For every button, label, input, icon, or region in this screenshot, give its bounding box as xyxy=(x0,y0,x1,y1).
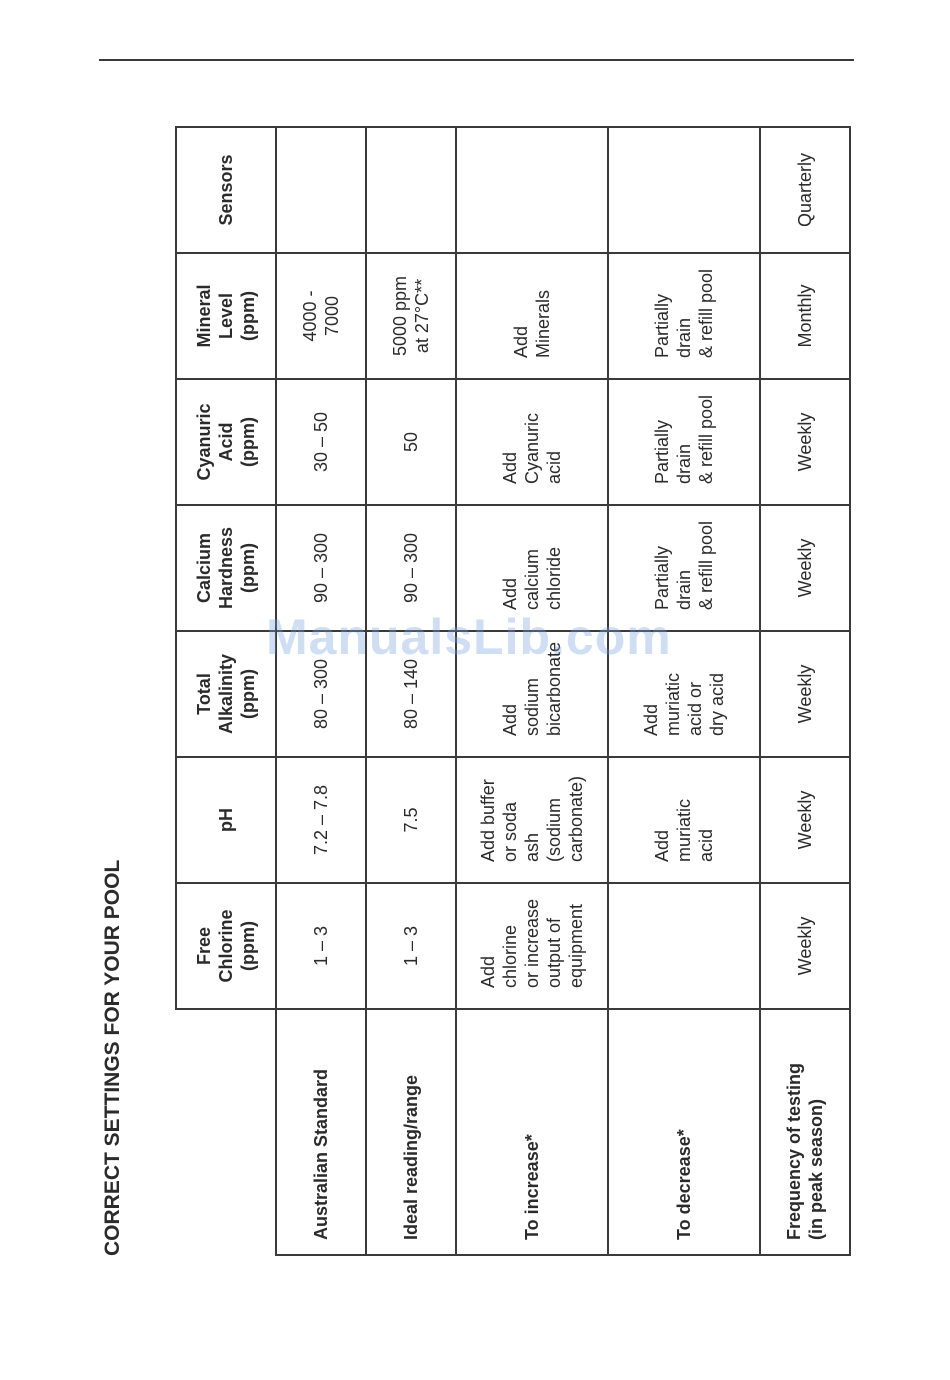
table-cell xyxy=(608,127,760,253)
table-cell: 7.5 xyxy=(366,757,456,883)
table-cell: Add Cyanuric acid xyxy=(456,379,608,505)
table-cell: 5000 ppm at 27°C** xyxy=(366,253,456,379)
table-cell xyxy=(608,883,760,1009)
table-cell: Add sodium bicarbonate xyxy=(456,631,608,757)
table-cell: Add muriatic acid xyxy=(608,757,760,883)
table-cell: 7.2 – 7.8 xyxy=(276,757,366,883)
table-cell xyxy=(456,127,608,253)
table-cell: 90 – 300 xyxy=(366,505,456,631)
watermark: ManualsLib.com xyxy=(266,609,672,665)
col-header-calcium-hardness: Calcium Hardness (ppm) xyxy=(176,505,276,631)
table-cell: 30 – 50 xyxy=(276,379,366,505)
table-cell: 80 – 300 xyxy=(276,631,366,757)
table-cell xyxy=(276,127,366,253)
table-cell: Add buffer or soda ash (sodium carbonate) xyxy=(456,757,608,883)
settings-table xyxy=(175,126,851,1256)
row-label: Ideal reading/range xyxy=(366,1009,456,1255)
table-cell: Partially drain & refill pool xyxy=(608,379,760,505)
col-header-mineral-level: Mineral Level (ppm) xyxy=(176,253,276,379)
table-row xyxy=(760,127,850,1255)
table-cell: Add muriatic acid or dry acid xyxy=(608,631,760,757)
header-row xyxy=(176,127,276,1255)
table-cell: Weekly xyxy=(760,883,850,1009)
table-cell: Add chlorine or increase output of equipment xyxy=(456,883,608,1009)
table-cell: 90 – 300 xyxy=(276,505,366,631)
table-cell: Quarterly xyxy=(760,127,850,253)
table-cell: 80 – 140 xyxy=(366,631,456,757)
row-label: To decrease* xyxy=(608,1009,760,1255)
table-cell: 1 – 3 xyxy=(366,883,456,1009)
row-label: Frequency of testing (in peak season) xyxy=(760,1009,850,1255)
table-cell: Partially drain & refill pool xyxy=(608,505,760,631)
col-header-cyanuric-acid: Cyanuric Acid (ppm) xyxy=(176,379,276,505)
row-label: To increase* xyxy=(456,1009,608,1255)
table-cell: 1 – 3 xyxy=(276,883,366,1009)
corner-cell xyxy=(176,1009,276,1255)
table-row xyxy=(276,127,366,1255)
table-row xyxy=(608,127,760,1255)
table-cell: Add calcium chloride xyxy=(456,505,608,631)
table-cell: Weekly xyxy=(760,757,850,883)
table-cell xyxy=(366,127,456,253)
table-cell: Monthly xyxy=(760,253,850,379)
table-cell: Weekly xyxy=(760,379,850,505)
page-title: CORRECT SETTINGS FOR YOUR POOL xyxy=(101,859,124,1256)
table-cell: 50 xyxy=(366,379,456,505)
table-cell: 4000 - 7000 xyxy=(276,253,366,379)
table-cell: Weekly xyxy=(760,631,850,757)
table-cell: Partially drain & refill pool xyxy=(608,253,760,379)
table-cell: Weekly xyxy=(760,505,850,631)
row-label: Australian Standard xyxy=(276,1009,366,1255)
col-header-total-alkalinity: Total Alkalinity (ppm) xyxy=(176,631,276,757)
table-cell: Add Minerals xyxy=(456,253,608,379)
table-row xyxy=(366,127,456,1255)
col-header-sensors: Sensors xyxy=(176,127,276,253)
table-row xyxy=(456,127,608,1255)
col-header-free-chlorine: Free Chlorine (ppm) xyxy=(176,883,276,1009)
col-header-ph: pH xyxy=(176,757,276,883)
